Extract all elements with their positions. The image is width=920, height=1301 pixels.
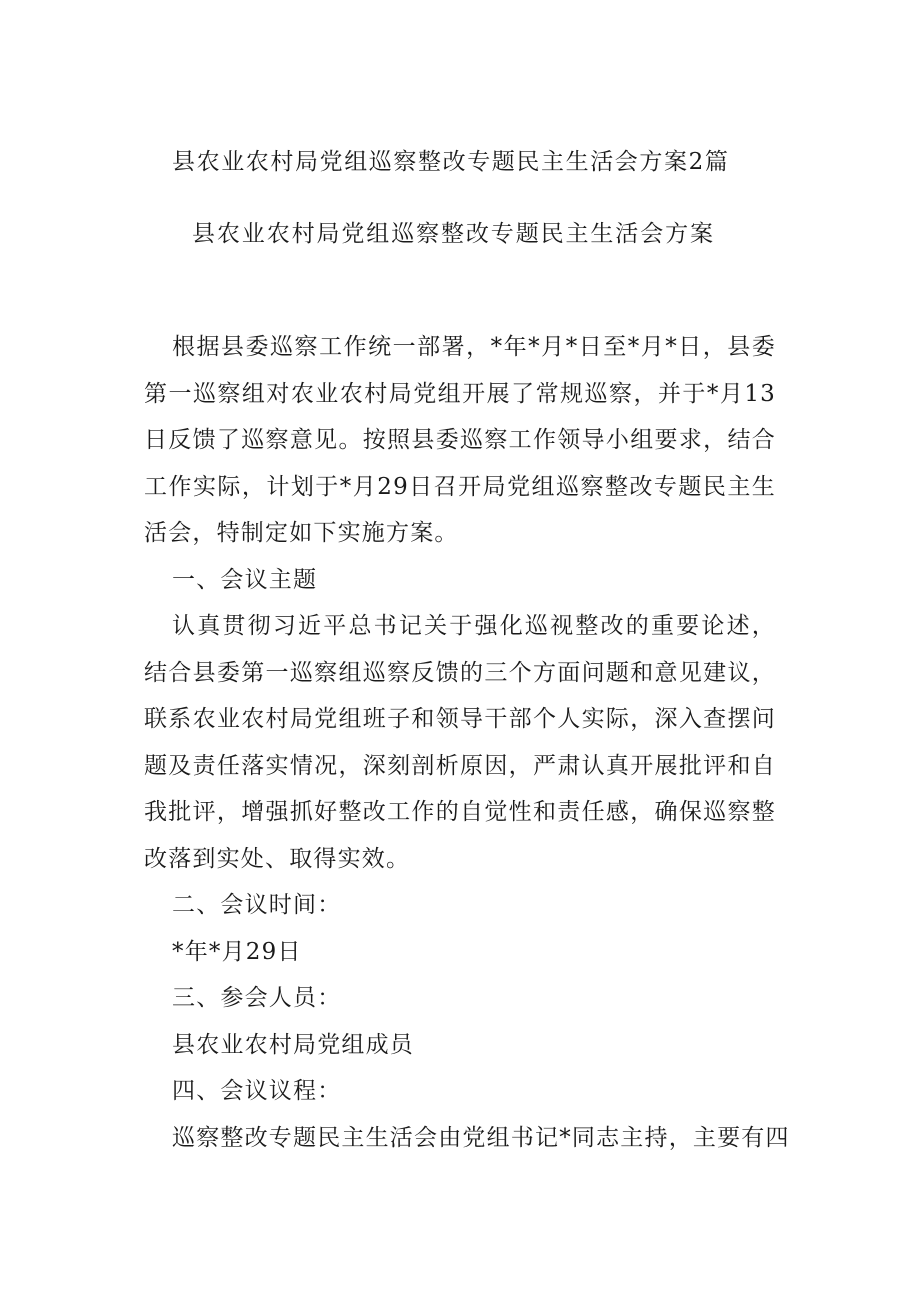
section-heading-agenda: 四、会议议程：	[172, 1078, 342, 1104]
document-subtitle: 县农业农村局党组巡察整改专题民主生活会方案	[192, 221, 715, 247]
paragraph-attendees: 县农业农村局党组成员	[172, 1031, 414, 1058]
paragraph-time: *年*月29日	[172, 938, 302, 965]
section-heading-theme: 一、会议主题	[172, 566, 318, 593]
document-body	[144, 324, 790, 1161]
paragraph-theme: 认真贯彻习近平总书记关于强化巡视整改的重要论述，结合县委第一巡察组巡察反馈的三个方面问题和意见建议，联系农业农村局党组班子和领导干部个人实际，深入查摆问题及责任落实情况，深刻剖析原因，严肃认真开展批评和自我批评，增强抓好整改工作的自觉性和责任感，确保巡察整改落到实处、取得实效。	[144, 613, 776, 872]
section-heading-attendees: 三、参会人员：	[172, 985, 342, 1011]
paragraph-agenda: 巡察整改专题民主生活会由党组书记*同志主持，主要有四	[172, 1124, 790, 1151]
document-title: 县农业农村局党组巡察整改专题民主生活会方案2篇	[172, 149, 730, 175]
paragraph-intro: 根据县委巡察工作统一部署，*年*月*日至*月*日，县委第一巡察组对农业农村局党组开展了常规巡察，并于*月13日反馈了巡察意见。按照县委巡察工作领导小组要求，结合工作实际，计划于*月29日召开局党组巡察整改专题民主生活会，特制定如下实施方案。	[144, 334, 776, 546]
section-heading-time: 二、会议时间：	[172, 892, 342, 918]
